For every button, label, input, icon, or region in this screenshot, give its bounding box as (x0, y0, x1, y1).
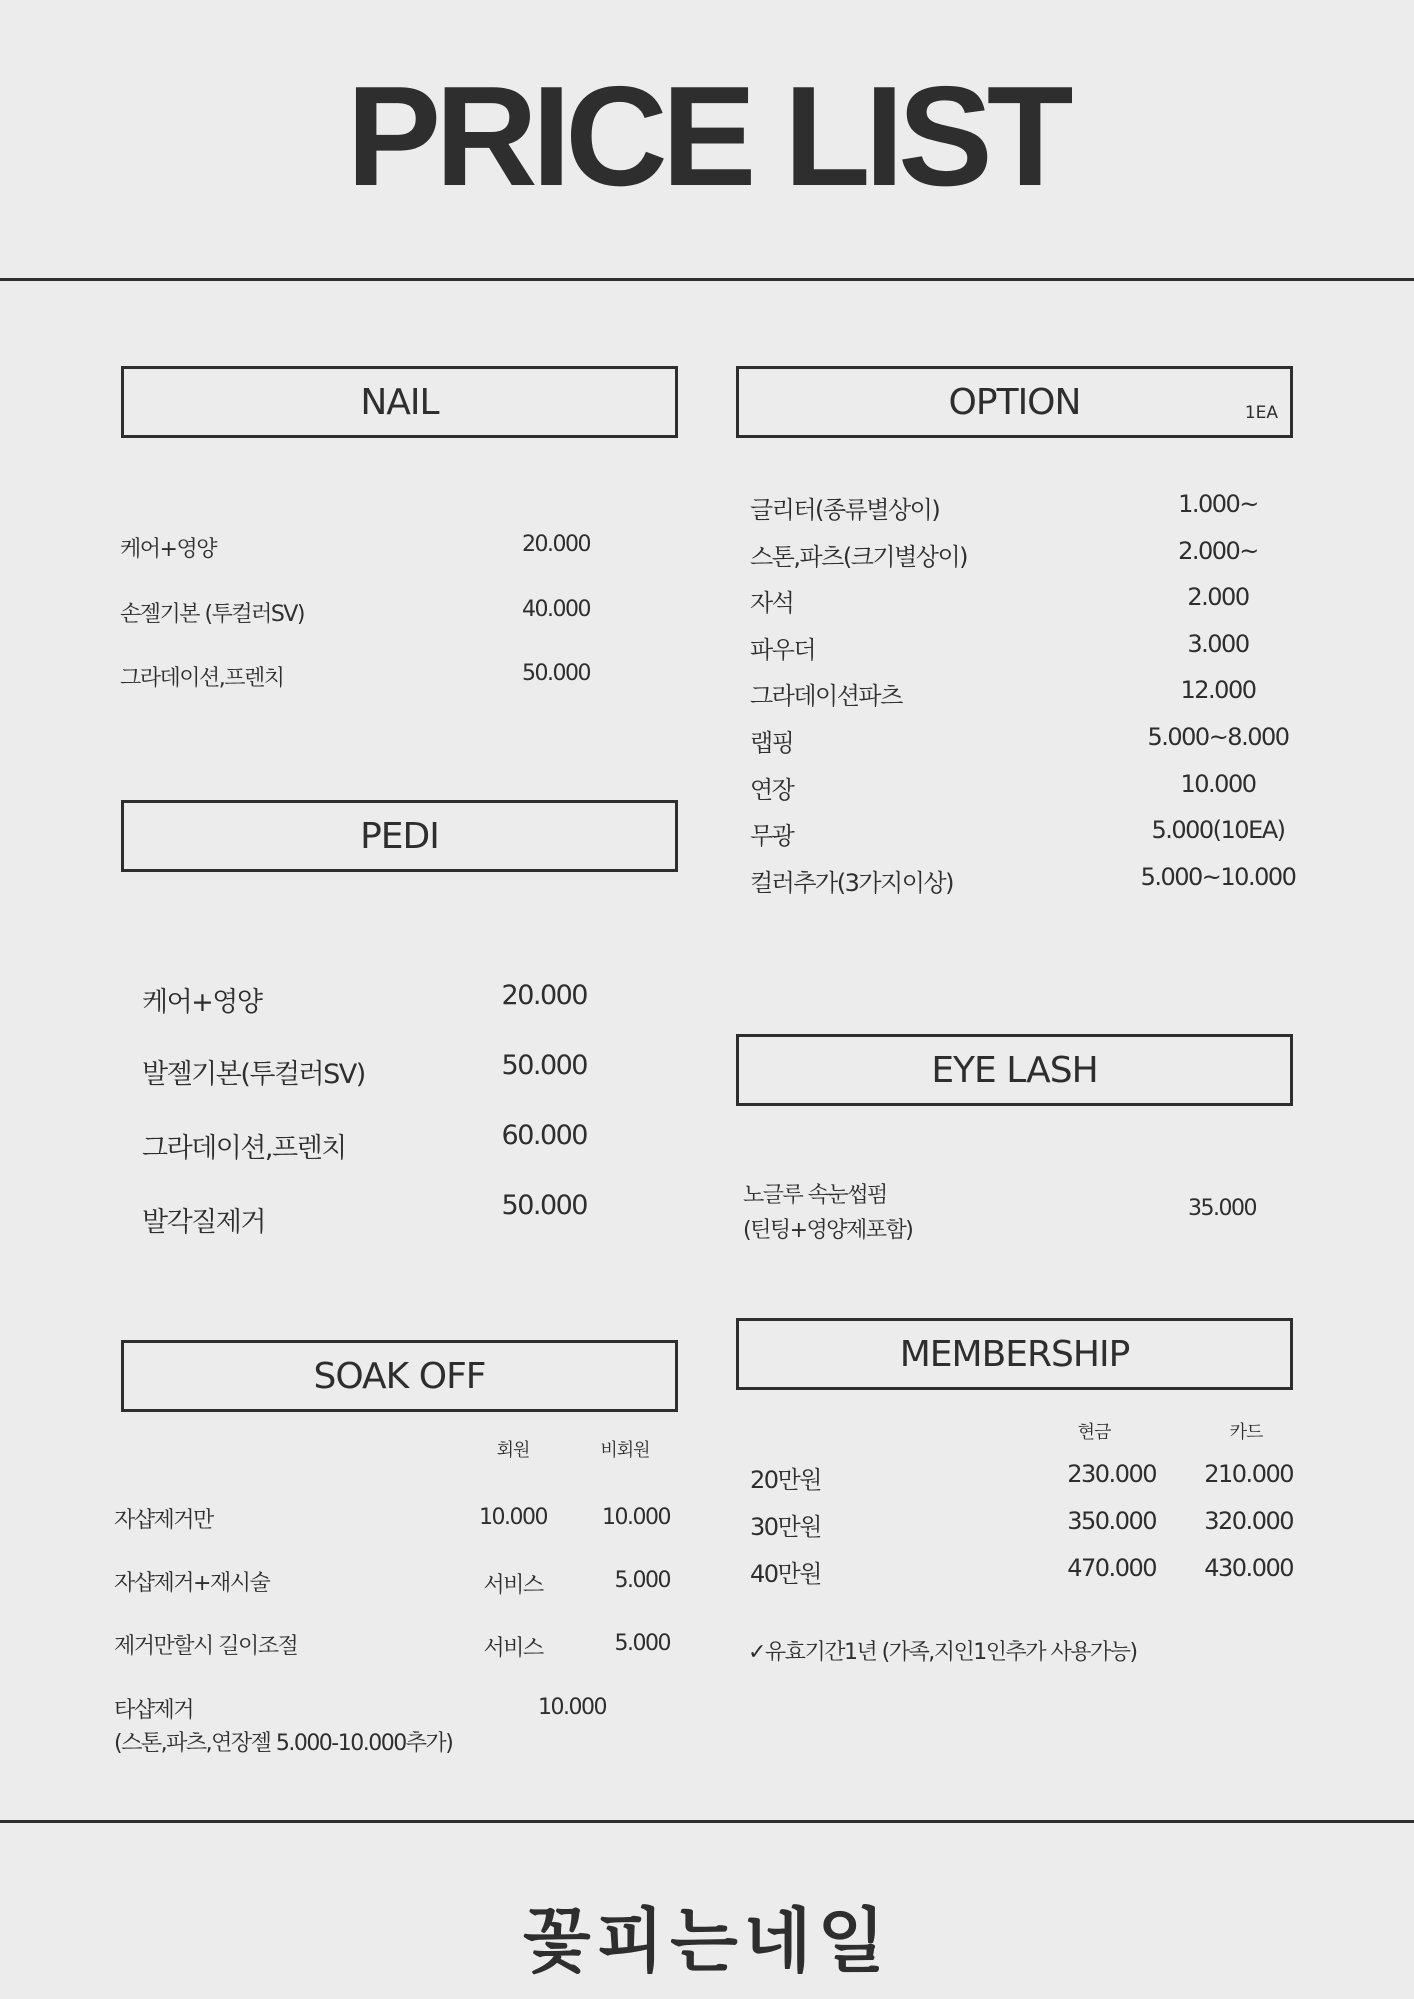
nail-item-name: 손젤기본 (투컬러SV) (120, 602, 304, 627)
option-item-name: 무광 (750, 822, 794, 850)
nail-item-price: 50.000 (522, 661, 590, 686)
option-item-price: 5.000~10.000 (1140, 863, 1296, 891)
membership-cash-price: 230.000 (1067, 1460, 1156, 1488)
option-item-name: 컬러추가(3가지이상) (750, 869, 953, 897)
soak-off-nonmember-price: 10.000 (602, 1505, 670, 1530)
pedi-item-price: 50.000 (501, 1190, 587, 1221)
pedi-item-price: 20.000 (501, 980, 587, 1011)
membership-col-card: 카드 (1229, 1422, 1263, 1443)
membership-card-price: 430.000 (1204, 1554, 1293, 1582)
nail-item-price: 40.000 (522, 597, 590, 622)
soak-off-member-price: 10.000 (479, 1505, 547, 1530)
membership-item-name: 20만원 (750, 1466, 821, 1494)
eyelash-header (736, 1034, 1293, 1106)
eyelash-item-note: (틴팅+영양제포함) (743, 1218, 913, 1243)
top-divider (0, 278, 1414, 281)
option-unit-label: 1EA (1244, 403, 1278, 423)
soak-off-other-name: 타샵제거 (114, 1698, 194, 1723)
option-item-name: 랩핑 (750, 729, 794, 757)
nail-item-name: 케어+영양 (120, 537, 216, 562)
option-item-name: 연장 (750, 776, 794, 804)
membership-cash-price: 350.000 (1067, 1507, 1156, 1535)
soak-off-member-price: 서비스 (483, 1636, 543, 1661)
soak-off-item-name: 자샵제거+재시술 (114, 1571, 270, 1596)
option-item-name: 스톤,파츠(크기별상이) (750, 543, 968, 571)
option-item-name: 글리터(종류별상이) (750, 496, 940, 524)
membership-item-name: 40만원 (750, 1560, 821, 1588)
soak-off-item-name: 자샵제거만 (114, 1508, 213, 1533)
pedi-item-name: 발젤기본(투컬러SV) (142, 1059, 365, 1090)
option-item-price: 5.000(10EA) (1151, 816, 1285, 844)
option-header (736, 366, 1293, 438)
page-title: PRICE LIST (346, 57, 1068, 216)
pedi-header-label: PEDI (360, 815, 439, 857)
membership-cash-price: 470.000 (1067, 1554, 1156, 1582)
nail-item-price: 20.000 (522, 532, 590, 557)
pedi-item-price: 50.000 (501, 1050, 587, 1081)
eyelash-header-label: EYE LASH (931, 1049, 1098, 1091)
soak-off-col-nonmember: 비회원 (600, 1440, 650, 1461)
soak-off-col-member: 회원 (496, 1440, 530, 1461)
soak-off-other-note: (스톤,파츠,연장젤 5.000-10.000추가) (114, 1731, 453, 1756)
eyelash-item-price: 35.000 (1188, 1196, 1256, 1221)
option-item-name: 파우더 (750, 636, 816, 664)
soak-off-item-name: 제거만할시 길이조절 (114, 1634, 298, 1659)
pedi-item-name: 케어+영양 (142, 987, 262, 1018)
soak-off-header (121, 1340, 678, 1412)
pedi-item-price: 60.000 (501, 1120, 587, 1151)
soak-off-member-price: 서비스 (483, 1573, 543, 1598)
nail-header (121, 366, 678, 438)
membership-item-name: 30만원 (750, 1513, 821, 1541)
membership-note: ✓유효기간1년 (가족,지인1인추가 사용가능) (748, 1640, 1137, 1665)
pedi-header (121, 800, 678, 872)
option-item-name: 자석 (750, 589, 794, 617)
option-item-price: 3.000 (1187, 630, 1249, 658)
shop-name: 꽃피는네일 (522, 1900, 892, 1982)
option-item-price: 10.000 (1180, 770, 1256, 798)
membership-header (736, 1318, 1293, 1390)
option-item-price: 12.000 (1180, 676, 1256, 704)
option-item-price: 5.000~8.000 (1147, 723, 1289, 751)
option-item-name: 그라데이션파츠 (750, 682, 902, 710)
soak-off-header-label: SOAK OFF (313, 1355, 486, 1397)
eyelash-item-name: 노글루 속눈썹펌 (743, 1183, 887, 1208)
bottom-divider (0, 1820, 1414, 1823)
membership-col-cash: 현금 (1077, 1422, 1111, 1443)
soak-off-nonmember-price: 5.000 (614, 1568, 670, 1593)
option-item-price: 2.000 (1187, 583, 1249, 611)
membership-card-price: 210.000 (1204, 1460, 1293, 1488)
option-item-price: 1.000~ (1178, 490, 1258, 518)
option-item-price: 2.000~ (1178, 537, 1258, 565)
soak-off-nonmember-price: 5.000 (614, 1631, 670, 1656)
soak-off-other-price: 10.000 (538, 1695, 606, 1720)
nail-item-name: 그라데이션,프렌치 (120, 666, 284, 691)
nail-header-label: NAIL (360, 381, 439, 423)
membership-card-price: 320.000 (1204, 1507, 1293, 1535)
membership-header-label: MEMBERSHIP (899, 1333, 1130, 1375)
option-header-label: OPTION (948, 381, 1081, 423)
pedi-item-name: 그라데이션,프렌치 (142, 1133, 346, 1164)
pedi-item-name: 발각질제거 (142, 1207, 265, 1238)
